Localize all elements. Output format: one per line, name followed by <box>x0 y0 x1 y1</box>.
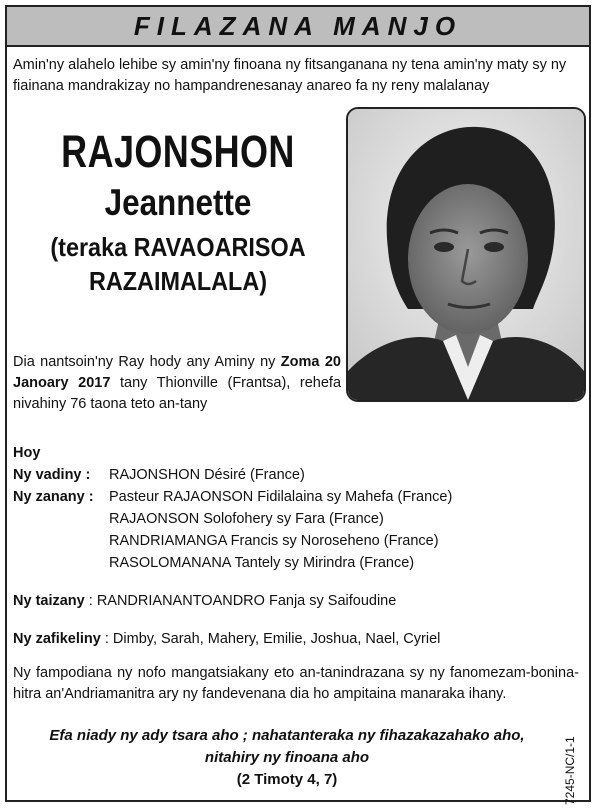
verse-line-2: nitahiry ny finoana aho <box>204 749 370 766</box>
verse-line-1: Efa niady ny ady tsara aho ; nahatanteraka ny fihazakazahako aho, <box>49 727 525 744</box>
maiden-name-line-2: RAZAIMALALA) <box>88 266 268 296</box>
children-label: Ny zanany : <box>13 489 94 505</box>
death-date: Zoma 20 Janoary 2017 <box>13 354 341 391</box>
obituary-notice <box>5 5 591 805</box>
children-row <box>13 486 573 508</box>
bible-verse <box>27 725 547 791</box>
notice-title: FILAZANA MANJO <box>133 10 463 41</box>
spouse-row <box>13 464 573 486</box>
foster-children-label: Ny taizany <box>13 593 85 609</box>
foster-children-row <box>13 590 573 612</box>
family-list <box>13 442 573 650</box>
deceased-firstname: Jeannette <box>104 182 252 223</box>
spouse-name: RAJONSHON Désiré (France) <box>109 467 305 483</box>
verse-reference: (2 Timoty 4, 7) <box>236 771 338 788</box>
portrait-image <box>348 109 584 400</box>
death-text-part1: Dia nantsoin'ny Ray hody any Aminy ny <box>13 354 281 370</box>
grandchildren-row <box>13 628 573 650</box>
deceased-portrait-photo <box>346 107 586 402</box>
grandchildren-names: : Dimby, Sarah, Mahery, Emilie, Joshua, Nael, Cyriel <box>100 631 441 647</box>
intro-text: Amin'ny alahelo lehibe sy amin'ny finoana ny fitsanganana ny tena amin'ny maty sy ny fiainana mandrakizay no hampandrenesanay anareo fa ny reny malalanay <box>13 57 567 94</box>
maiden-name-line-1: (teraka RAVAOARISOA <box>50 232 306 262</box>
child-entry: RAJAONSON Solofohery sy Fara (France) <box>109 511 384 527</box>
grandchildren-label: Ny zafikeliny <box>13 631 101 647</box>
funeral-info-text: Ny fampodiana ny nofo mangatsiakany eto an-tanindrazana sy ny fanomezam-bonina-hitra an'Andriamanitra ary ny fandevenana dia ho ampitaina manaraka ihany. <box>13 665 579 702</box>
child-entry: RASOLOMANANA Tantely sy Mirindra (France) <box>109 555 415 571</box>
death-announcement <box>13 352 341 415</box>
child-entry: RANDRIAMANGA Francis sy Noroseheno (France) <box>109 533 439 549</box>
hoy-label: Hoy <box>13 445 41 461</box>
spouse-label: Ny vadiny : <box>13 467 91 483</box>
deceased-name-block <box>13 125 343 298</box>
deceased-surname: RAJONSHON <box>61 126 295 177</box>
foster-children-names: : RANDRIANANTOANDRO Fanja sy Saifoudine <box>84 593 397 609</box>
death-text-part2: tany Thionville (Frantsa), rehefa nivahiny 76 taona teto an-tany <box>13 375 342 412</box>
publication-reference-code: 7245-NC/1-1 <box>563 736 577 805</box>
child-entry: Pasteur RAJAONSON Fidilalaina sy Mahefa (France) <box>109 489 453 505</box>
notice-header <box>7 7 589 47</box>
